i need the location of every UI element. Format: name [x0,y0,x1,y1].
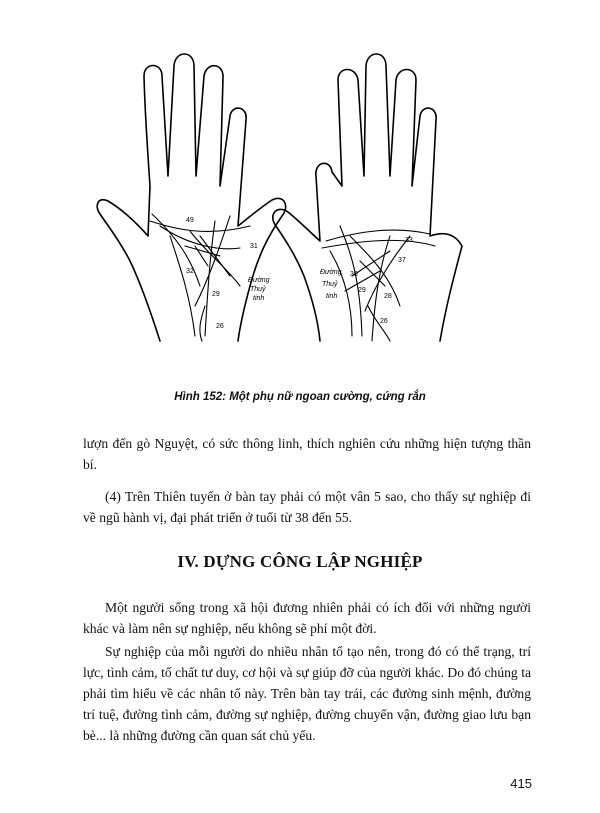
right-line-label-1: Đường [320,269,342,276]
paragraph-2: (4) Trên Thiên tuyến ở bàn tay phải có một vân 5 sao, cho thấy sự nghiệp đi về ngũ hành vị, đại phát triển ở tuổi từ 38 đến 55. [83,489,531,525]
right-label-33: 33 [405,237,413,244]
right-label-26: 26 [380,318,388,325]
left-label-31: 31 [250,243,258,250]
left-label-32: 32 [186,268,194,275]
right-label-29: 29 [358,287,366,294]
figure-caption: Hình 152: Một phụ nữ ngoan cường, cứng rắn [174,391,426,403]
palm-illustration [90,36,490,386]
left-label-49: 49 [186,217,194,224]
right-label-37: 37 [398,257,406,264]
right-hand-outline [273,54,462,341]
paragraph-4: Sự nghiệp của mỗi người do nhiều nhân tố tạo nên, trong đó có thể trạng, trí lực, tình cảm, tố chất tư duy, cơ hội và sự giúp đỡ của người khác. Do đó chúng ta phải tìm hiểu về các nhân tố này. Trên bàn tay trái, các đường sinh mệnh, đường trí tuệ, đường tình cảm, đường sự nghiệp, đường chuyển vận, đường giao lưu bạn bè... là những đường cần quan sát chủ yếu. [83,644,531,743]
right-label-30: 30 [350,271,358,278]
palm-figure [90,36,490,386]
left-line-label-3: tinh [253,295,265,302]
left-line-label-1: Đường [248,277,270,284]
right-line-label-2: Thuỷ [322,281,338,288]
paragraph-3: Một người sống trong xã hội đương nhiên phải có ích đối với những người khác và làm nên sự nghiệp, nếu không sẽ phí một đời. [83,600,531,636]
right-palm-lines [322,226,435,341]
page-number: 415 [510,776,532,791]
left-line-label-2: Thuỷ [250,286,266,293]
paragraph-1: lượn đến gò Nguyệt, có sức thông linh, thích nghiên cứu những hiện tượng thần bí. [83,436,531,472]
left-palm-lines [150,214,250,341]
right-label-28: 28 [384,293,392,300]
left-label-29: 29 [212,291,220,298]
right-line-label-3: tinh [326,293,338,300]
section-heading: IV. DỰNG CÔNG LẬP NGHIỆP [177,552,423,571]
left-label-26: 26 [216,323,224,330]
